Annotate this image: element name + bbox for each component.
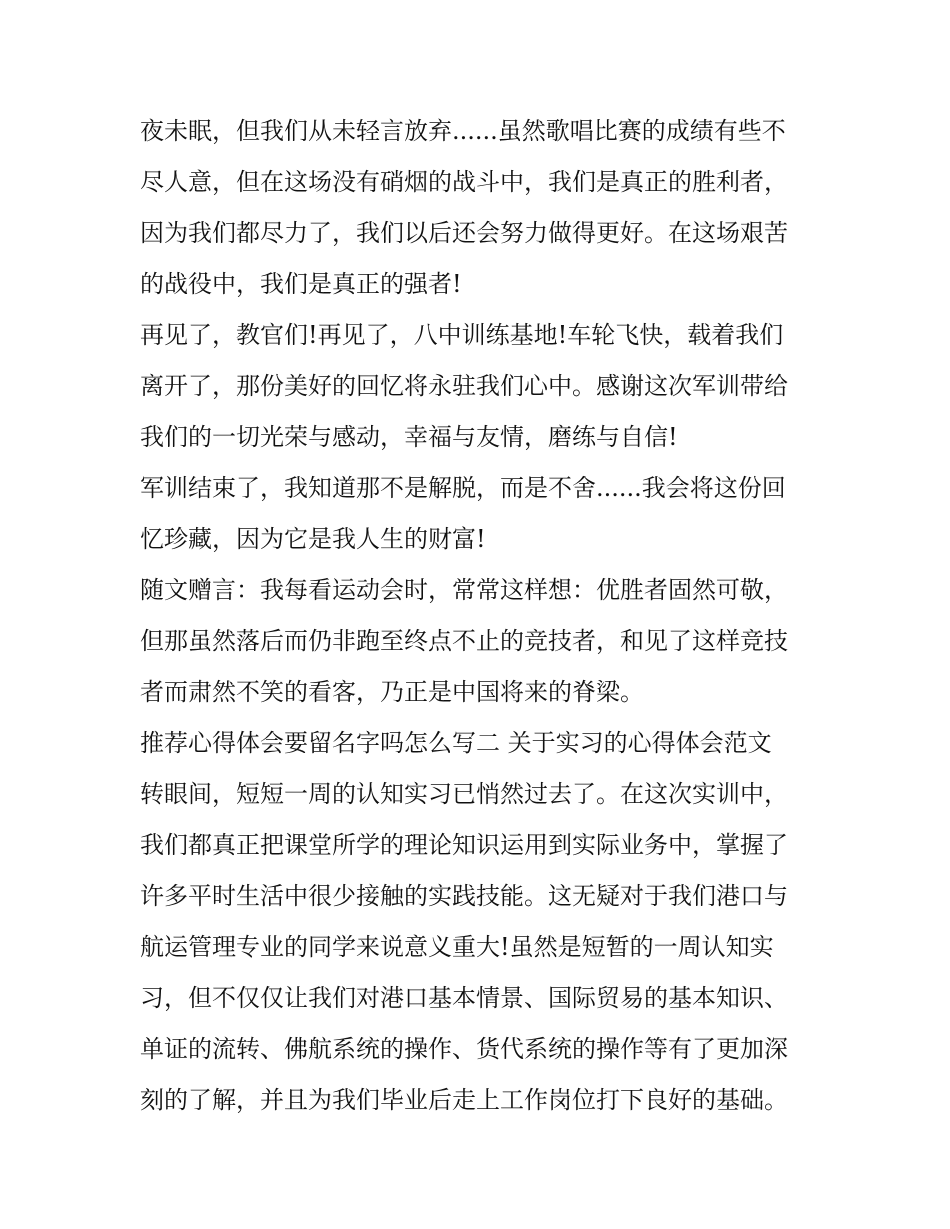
text-line: 随文赠言：我每看运动会时，常常这样想：优胜者固然可敬， [140,576,788,604]
text-line: 军训结束了，我知道那不是解脱，而是不舍......我会将这份回 [140,474,786,502]
text-line: 习，但不仅仅让我们对港口基本情景、国际贸易的基本知识、 [140,984,788,1012]
text-line: 尽人意，但在这场没有硝烟的战斗中，我们是真正的胜利者， [140,168,788,196]
text-line: 者而肃然不笑的看客，乃正是中国将来的脊梁。 [140,678,644,706]
document-body [140,106,840,1126]
text-line: 推荐心得体会要留名字吗怎么写二 关于实习的心得体会范文 [140,729,772,757]
text-line: 航运管理专业的同学来说意义重大!虽然是短暂的一周认知实 [140,933,774,961]
text-line: 但那虽然落后而仍非跑至终点不止的竞技者，和见了这样竞技 [140,627,788,655]
text-line: 刻的了解，并且为我们毕业后走上工作岗位打下良好的基础。 [140,1086,788,1114]
text-line: 夜未眠，但我们从未轻言放弃......虽然歌唱比赛的成绩有些不 [140,117,786,145]
text-line: 许多平时生活中很少接触的实践技能。这无疑对于我们港口与 [140,882,788,910]
text-line: 再见了，教官们!再见了，八中训练基地!车轮飞快，载着我们 [140,321,784,349]
text-line: 忆珍藏，因为它是我人生的财富! [140,525,486,553]
text-line: 转眼间，短短一周的认知实习已悄然过去了。在这次实训中， [140,780,788,808]
text-line: 的战役中，我们是真正的强者! [140,270,462,298]
text-line: 单证的流转、佛航系统的操作、货代系统的操作等有了更加深 [140,1035,788,1063]
text-line: 离开了，那份美好的回忆将永驻我们心中。感谢这次军训带给 [140,372,788,400]
text-line: 因为我们都尽力了，我们以后还会努力做得更好。在这场艰苦 [140,219,788,247]
text-line: 我们都真正把课堂所学的理论知识运用到实际业务中，掌握了 [140,831,788,859]
text-line: 我们的一切光荣与感动，幸福与友情，磨练与自信! [140,423,678,451]
